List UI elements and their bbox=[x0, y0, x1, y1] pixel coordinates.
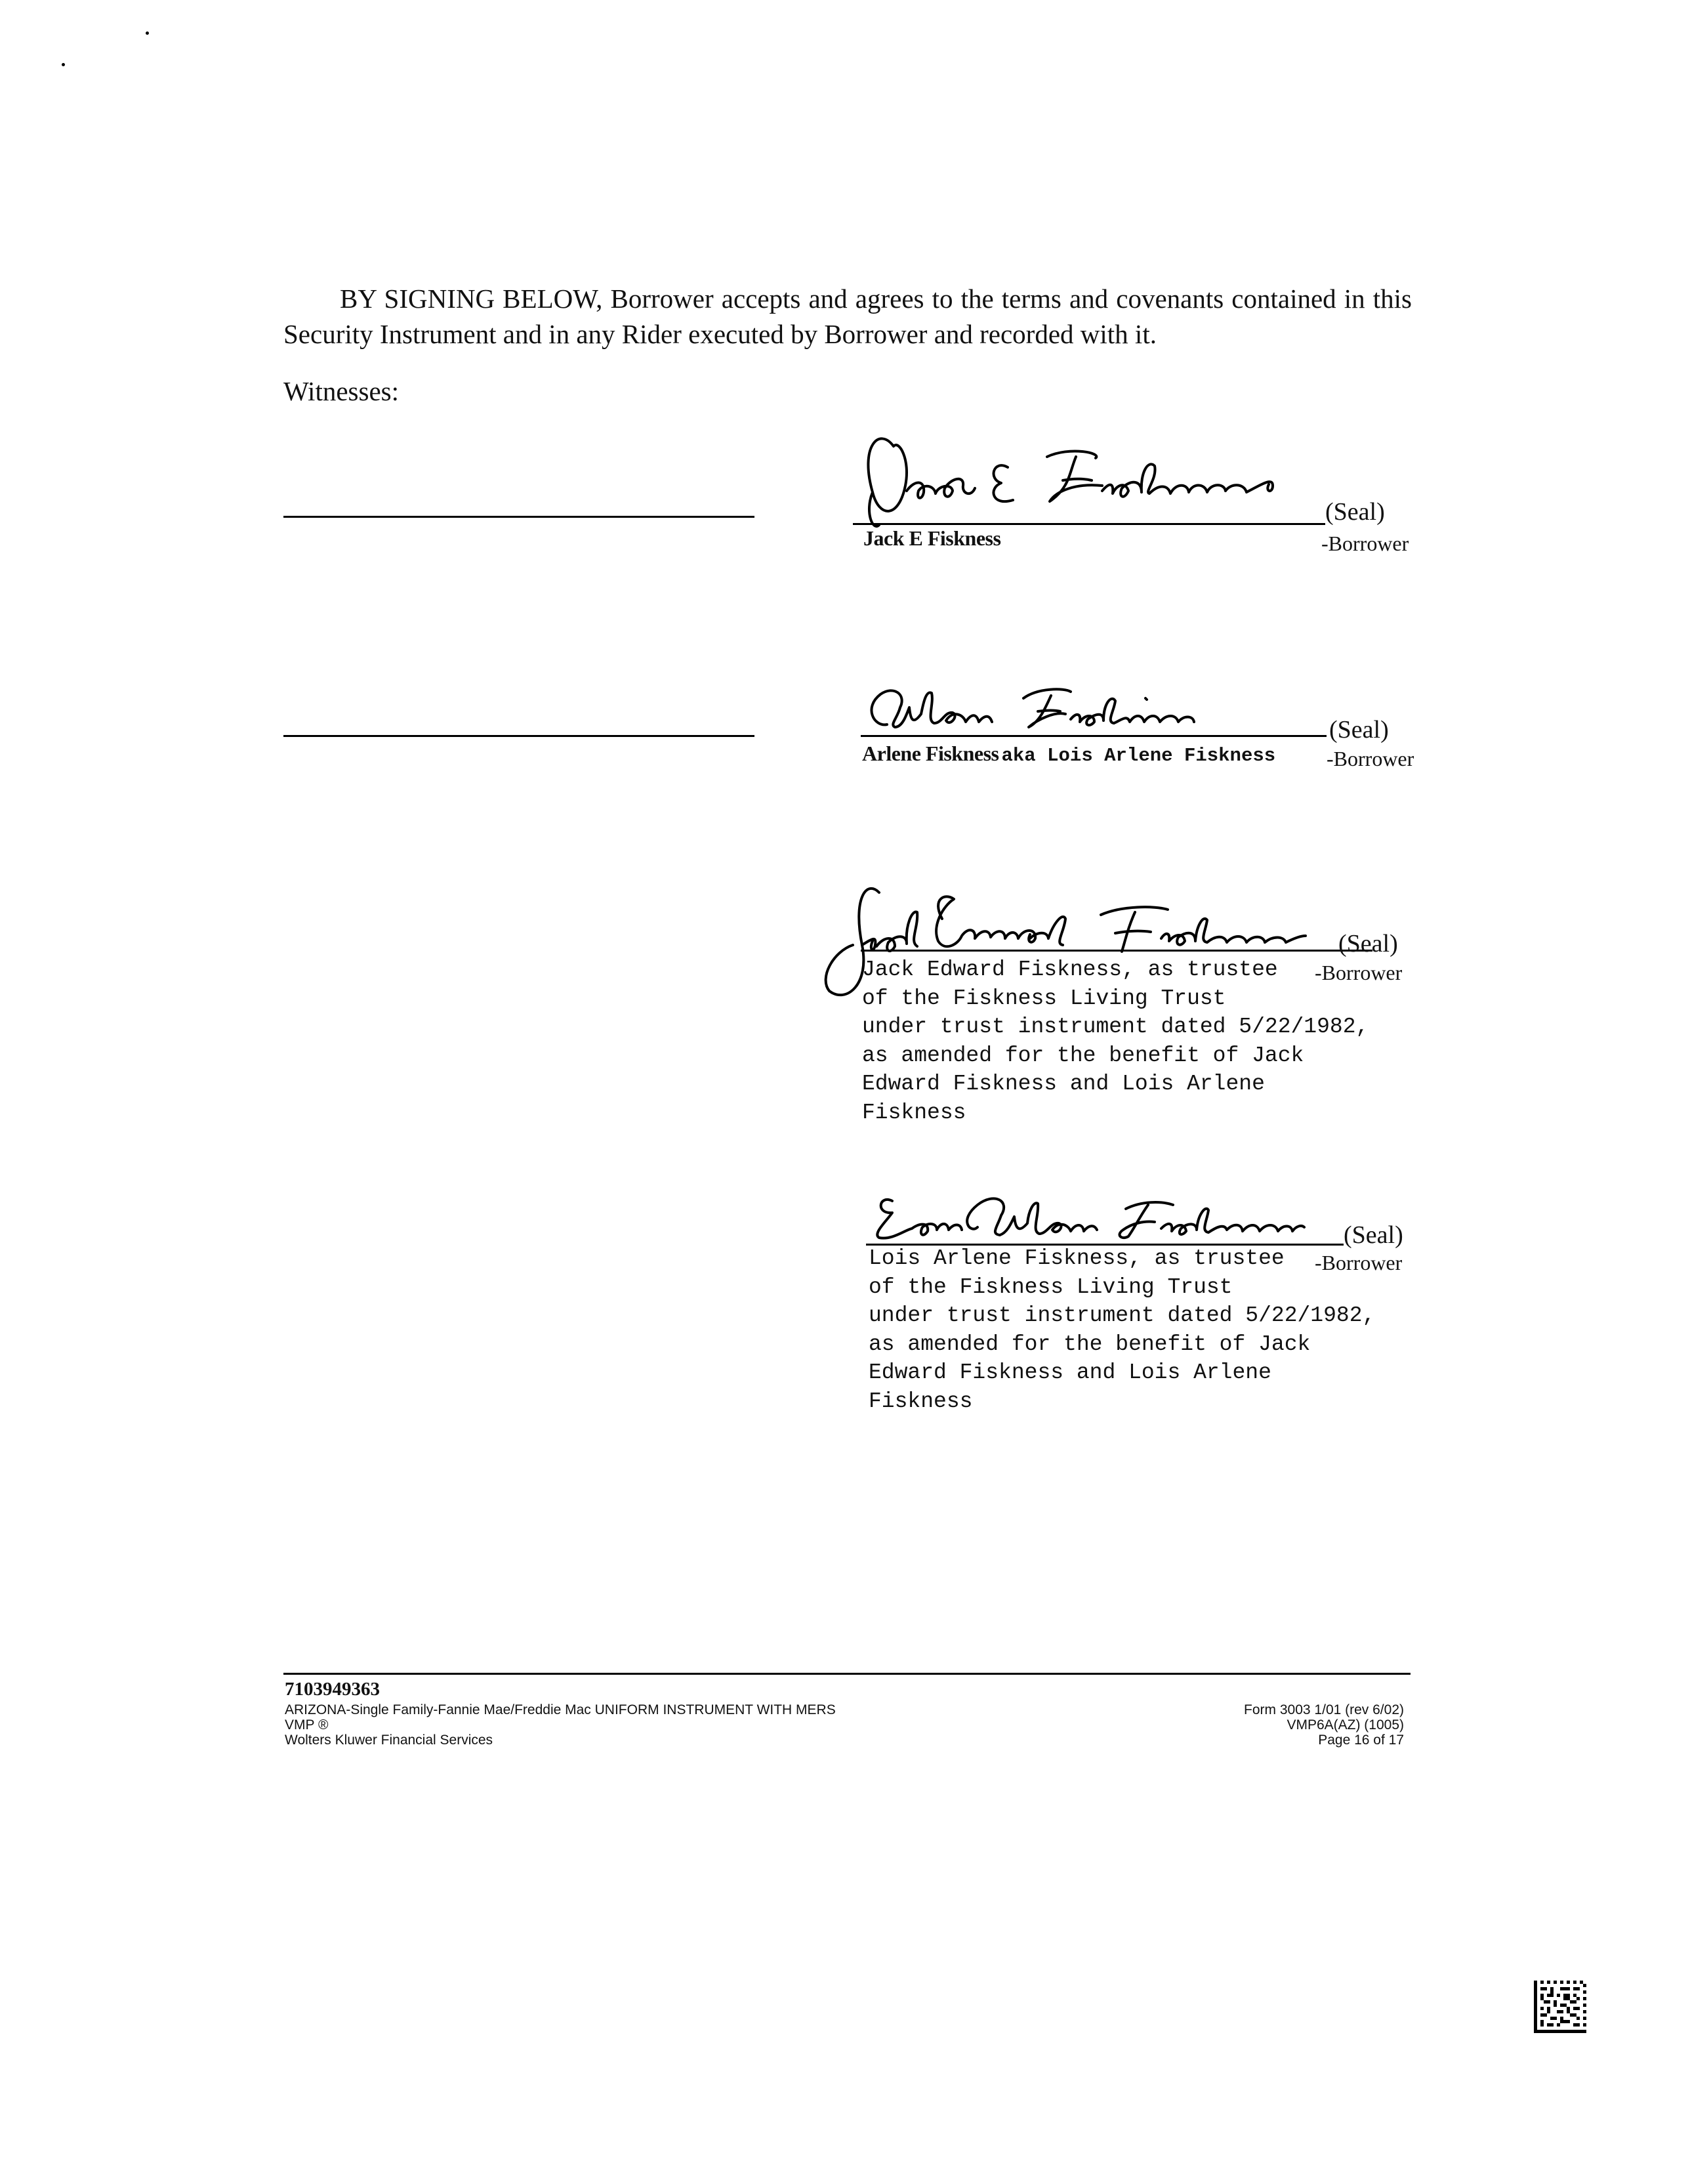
form-title: ARIZONA-Single Family-Fannie Mae/Freddie Mac UNIFORM INSTRUMENT WITH MERS bbox=[285, 1702, 836, 1717]
form-number: Form 3003 1/01 (rev 6/02) bbox=[1244, 1702, 1404, 1717]
loan-number: 7103949363 bbox=[285, 1679, 380, 1700]
witnesses-label: Witnesses: bbox=[283, 376, 399, 406]
borrower-signature-line bbox=[861, 950, 1372, 952]
handwritten-signature bbox=[861, 662, 1320, 740]
acceptance-lead: BY SIGNING BELOW, bbox=[340, 284, 603, 314]
borrower-name-row bbox=[862, 742, 1275, 766]
scan-speck bbox=[62, 63, 65, 66]
signature-block-4 bbox=[866, 1175, 1456, 1424]
acceptance-text: Borrower accepts and agrees to the terms and covenants contained in this Security Instrument and in any Rider executed by Borrower and recorded with it. bbox=[283, 284, 1412, 349]
borrower-aka: aka Lois Arlene Fiskness bbox=[1001, 745, 1276, 766]
scan-speck bbox=[146, 32, 149, 35]
footer-form-number bbox=[1115, 1702, 1404, 1748]
borrower-signature-line bbox=[861, 735, 1327, 737]
vmp-mark: VMP ® bbox=[285, 1717, 329, 1732]
form-code: VMP6A(AZ) (1005) bbox=[1287, 1717, 1404, 1732]
borrower-role-label: -Borrower bbox=[1321, 532, 1409, 555]
footer-form-info bbox=[285, 1702, 836, 1748]
witness-signature-line bbox=[283, 735, 754, 737]
borrower-role-label: -Borrower bbox=[1315, 1251, 1403, 1274]
seal-label: (Seal) bbox=[1329, 716, 1389, 744]
signature-block-1 bbox=[853, 420, 1430, 564]
borrower-role-label: -Borrower bbox=[1327, 747, 1414, 770]
seal-label: (Seal) bbox=[1325, 498, 1385, 526]
acceptance-paragraph bbox=[283, 281, 1412, 352]
handwritten-signature bbox=[853, 420, 1351, 538]
borrower-name: Jack E Fiskness bbox=[863, 526, 1001, 550]
trustee-name-block: Lois Arlene Fiskness, as trustee of the Fiskness Living Trust under trust instrument dated 5/22/1982, as amended for the benefit of Jack Edward Fiskness and Lois Arlene Fiskness bbox=[869, 1246, 1376, 1414]
witness-signature-line bbox=[283, 516, 754, 518]
datamatrix-barcode-icon bbox=[1534, 1981, 1586, 2033]
publisher-name: Wolters Kluwer Financial Services bbox=[285, 1732, 493, 1748]
seal-label: (Seal) bbox=[1338, 930, 1398, 957]
trustee-name-block: Jack Edward Fiskness, as trustee of the Fiskness Living Trust under trust instrument dated 5/22/1982, as amended for the benefit of Jack Edward Fiskness and Lois Arlene Fiskness bbox=[862, 957, 1369, 1125]
handwritten-signature bbox=[866, 1175, 1365, 1247]
signature-block-2 bbox=[861, 662, 1438, 793]
page-number: Page 16 of 17 bbox=[1318, 1732, 1404, 1748]
borrower-signature-line bbox=[853, 523, 1325, 525]
signature-block-3 bbox=[814, 873, 1430, 1125]
borrower-role-label: -Borrower bbox=[1315, 961, 1403, 984]
borrower-name: Arlene Fiskness bbox=[862, 742, 999, 765]
seal-label: (Seal) bbox=[1344, 1221, 1403, 1249]
footer-rule bbox=[283, 1673, 1411, 1675]
